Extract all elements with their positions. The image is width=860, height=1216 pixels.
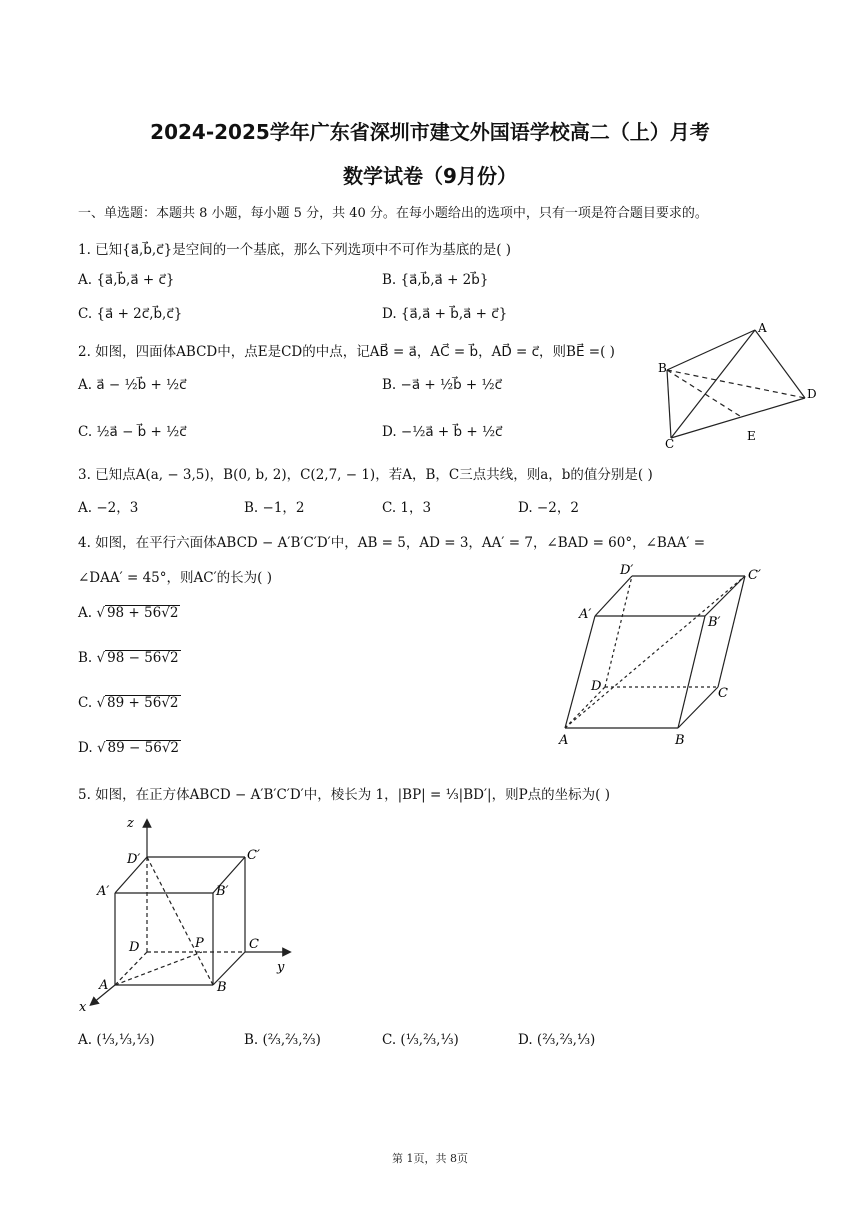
cube-label-c-prime: C′ (247, 848, 260, 863)
para-label-b-prime: B′ (708, 615, 721, 630)
q4-option-d (78, 740, 181, 756)
para-label-a: A (559, 733, 569, 748)
section-heading: 一、单选题：本题共 8 小题，每小题 5 分，共 40 分。在每小题给出的选项中，只有一项是符合题目要求的。 (78, 206, 708, 221)
sqrt-icon: √ (96, 605, 105, 621)
parallelepiped-figure (555, 560, 775, 750)
q2-stem: 2. 如图，四面体ABCD中，点E是CD的中点，记AB⃗ = a⃗，AC⃗ = b⃗，AD⃗ = c⃗，则BE⃗ =( ) (78, 344, 615, 360)
q4-option-b-radicand: 98 − 56 (107, 650, 162, 666)
q5-option-a: A. (⅓,⅓,⅓) (78, 1032, 155, 1048)
q4-option-c (78, 695, 181, 711)
q4-option-d-radicand: 89 − 56 (107, 740, 162, 756)
para-label-a-prime: A′ (579, 607, 592, 622)
cube-label-x: x (79, 1000, 87, 1015)
cube-label-z: z (127, 816, 134, 831)
cube-label-a: A (99, 978, 109, 993)
cube-label-c: C (249, 937, 259, 952)
sqrt-icon: √ (96, 695, 106, 711)
tetrahedron-figure (655, 318, 825, 448)
q4-option-c-radical-tail: √2 (161, 695, 179, 711)
q1-option-b: B. {a⃗,b⃗,a⃗ + 2b⃗} (382, 272, 489, 288)
q3-option-b: B. −1，2 (244, 500, 305, 516)
q2-option-d: D. −½a⃗ + b⃗ + ½c⃗ (382, 424, 503, 440)
q5-option-c: C. (⅓,⅔,⅓) (382, 1032, 459, 1048)
q4-option-c-letter: C. (78, 695, 93, 711)
cube-label-b-prime: B′ (216, 884, 229, 899)
q3-option-d: D. −2，2 (518, 500, 579, 516)
q1-stem: 1. 已知{a⃗,b⃗,c⃗}是空间的一个基底，那么下列选项中不可作为基底的是( ) (78, 242, 512, 258)
q4-option-c-radicand: 89 + 56 (107, 695, 162, 711)
cube-label-p: P (195, 936, 204, 951)
q4-option-a-radical-tail: √2 (161, 605, 179, 621)
tetra-label-a: A (758, 321, 767, 335)
tetra-label-b: B (658, 361, 667, 375)
cube-label-d-prime: D′ (127, 852, 141, 867)
q3-option-c: C. 1，3 (382, 500, 432, 516)
para-label-d: D (591, 679, 602, 694)
q4-option-d-letter: D. (78, 740, 93, 756)
q4-option-b-letter: B. (78, 650, 93, 666)
exam-title-line2: 数学试卷（9月份） (343, 164, 517, 188)
q4-option-d-radical-tail: √2 (161, 740, 180, 756)
para-label-b: B (675, 733, 685, 748)
q4-option-a (78, 605, 180, 621)
q1-option-a: A. {a⃗,b⃗,a⃗ + c⃗} (78, 272, 175, 288)
q5-option-b: B. (⅔,⅔,⅔) (244, 1032, 321, 1048)
q4-option-a-letter: A. (78, 605, 93, 621)
page-footer: 第 1页，共 8页 (392, 1152, 468, 1165)
q4-option-b (78, 650, 181, 666)
q5-stem: 5. 如图，在正方体ABCD − A′B′C′D′中，棱长为 1，|BP| = ⅓|BD′|，则P点的坐标为( ) (78, 787, 610, 803)
q4-stem-line2: ∠DAA′ = 45°，则AC′的长为( ) (78, 570, 272, 586)
q3-option-a: A. −2，3 (78, 500, 139, 516)
q2-option-a: A. a⃗ − ½b⃗ + ½c⃗ (78, 377, 187, 393)
q1-option-c: C. {a⃗ + 2c⃗,b⃗,c⃗} (78, 306, 183, 322)
cube-label-b: B (217, 980, 227, 995)
cube-label-y: y (277, 960, 285, 975)
cube-label-d: D (129, 940, 140, 955)
tetra-label-e: E (747, 429, 756, 443)
sqrt-icon: √ (96, 740, 106, 756)
cube-label-a-prime: A′ (97, 884, 110, 899)
q2-option-b: B. −a⃗ + ½b⃗ + ½c⃗ (382, 377, 503, 393)
q1-option-d: D. {a⃗,a⃗ + b⃗,a⃗ + c⃗} (382, 306, 508, 322)
q4-option-a-radicand: 98 + 56 (106, 605, 162, 621)
para-label-c-prime: C′ (748, 568, 761, 583)
exam-title-line1: 2024-2025学年广东省深圳市建文外国语学校高二（上）月考 (150, 120, 710, 144)
tetra-label-d: D (807, 387, 817, 401)
q2-option-c: C. ½a⃗ − b⃗ + ½c⃗ (78, 424, 187, 440)
sqrt-icon: √ (96, 650, 106, 666)
cube-figure (75, 815, 305, 1015)
para-label-d-prime: D′ (620, 563, 634, 578)
q5-option-d: D. (⅔,⅔,⅓) (518, 1032, 596, 1048)
tetra-label-c: C (665, 437, 675, 448)
para-label-c: C (718, 686, 728, 701)
q3-stem: 3. 已知点A(a, − 3,5)，B(0, b, 2)，C(2,7, − 1)，若A，B，C三点共线，则a，b的值分别是( ) (78, 467, 653, 483)
q4-stem-line1: 4. 如图，在平行六面体ABCD − A′B′C′D′中，AB = 5，AD = 3，AA′ = 7，∠BAD = 60°，∠BAA′ = (78, 535, 706, 551)
q4-option-b-radical-tail: √2 (161, 650, 179, 666)
